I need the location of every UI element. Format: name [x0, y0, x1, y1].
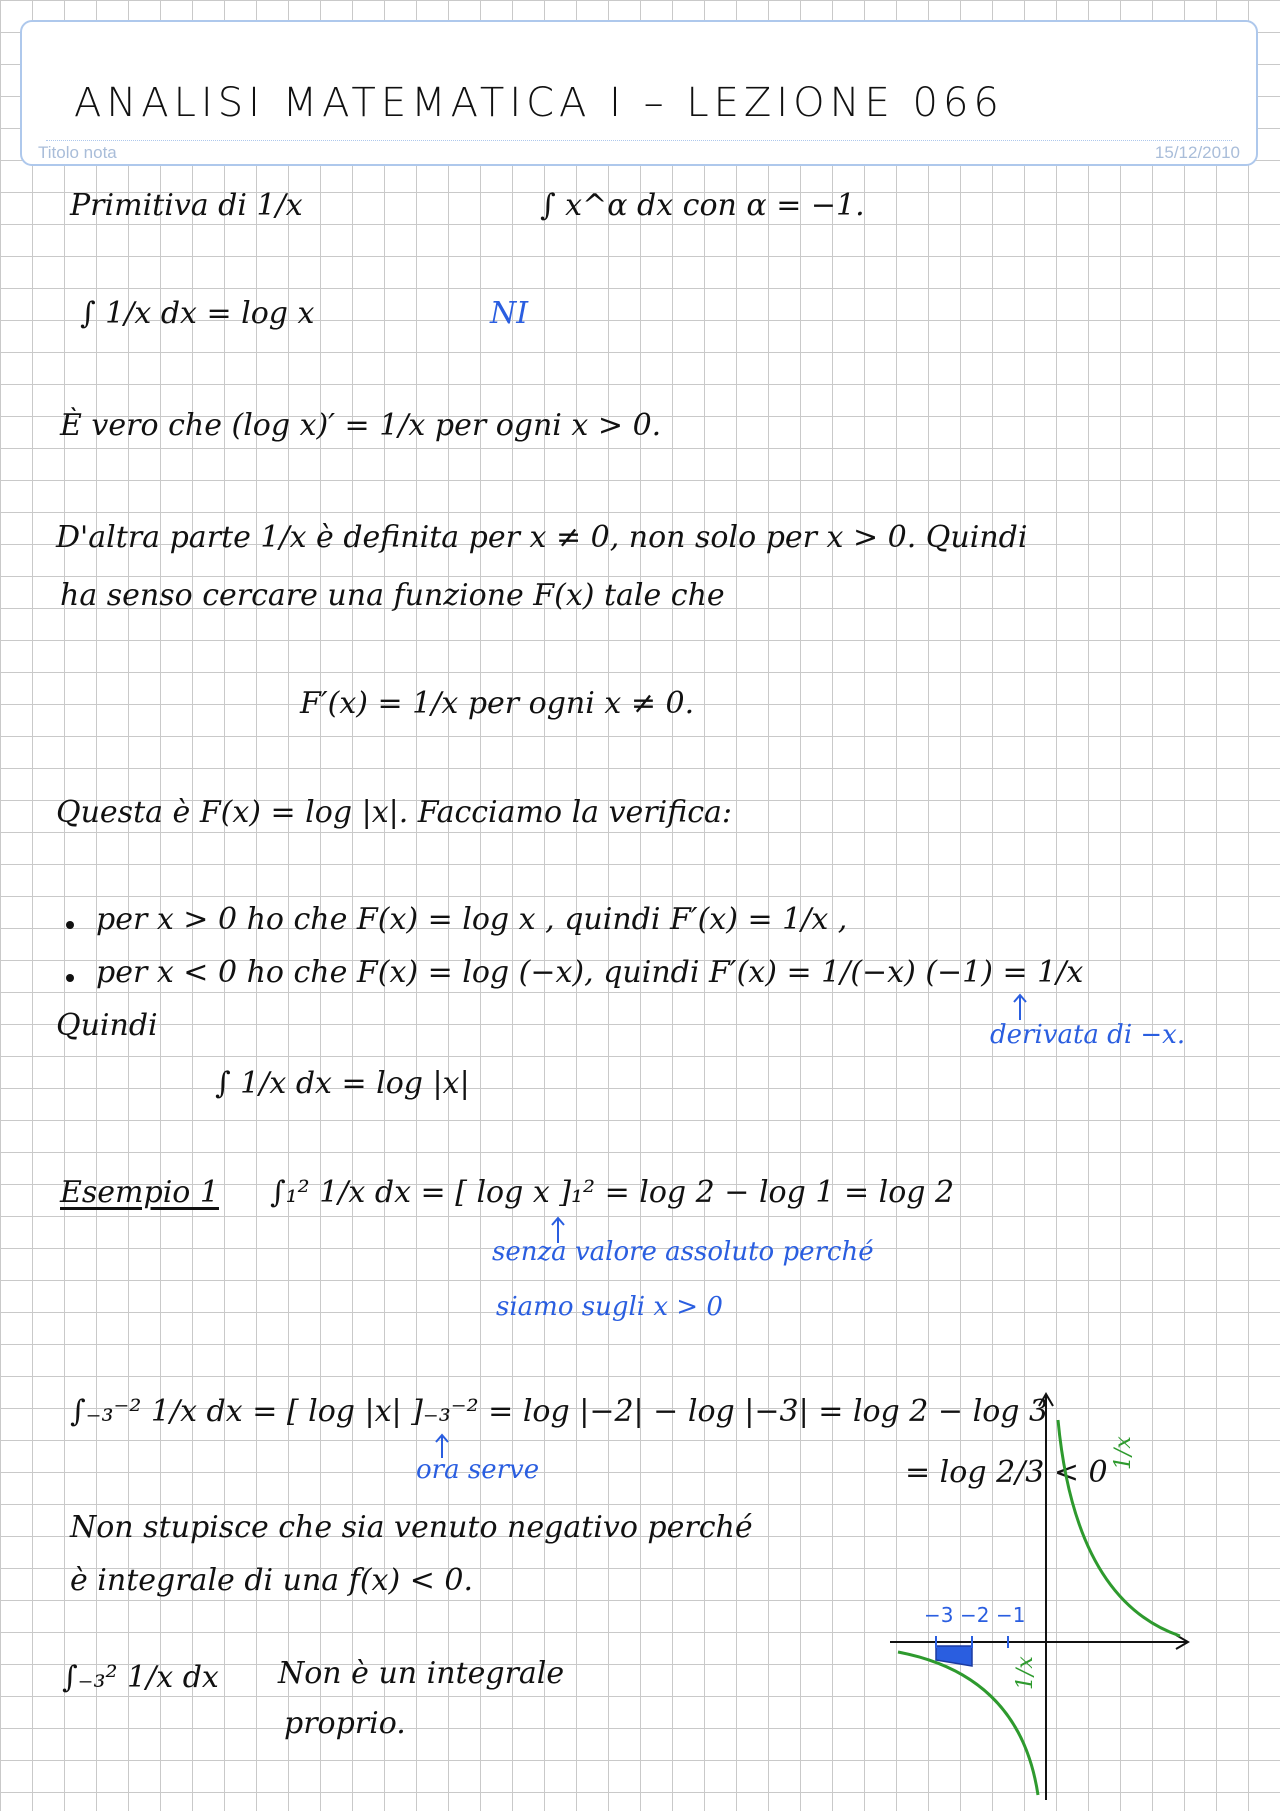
line-primitiva: Primitiva di 1/x	[70, 188, 303, 223]
header-divider	[46, 140, 1232, 141]
note-senza-valore: senza valore assoluto perché	[492, 1237, 874, 1267]
tick-label-minus-3: −3	[924, 1603, 954, 1627]
note-derivata: derivata di −x.	[990, 1020, 1186, 1050]
hyperbola-graph	[890, 1390, 1190, 1810]
example-2-formula: ∫₋₃⁻² 1/x dx = [ log |x| ]₋₃⁻² = log |−2| − log |−3| = log 2 − log 3	[70, 1394, 1049, 1429]
page-title: ANALISI MATEMATICA I – LEZIONE 066	[74, 80, 1004, 126]
line-daltra-parte: D'altra parte 1/x è definita per x ≠ 0, non solo per x > 0. Quindi	[56, 520, 1028, 555]
example-2-result: = log 2/3 < 0	[905, 1455, 1108, 1490]
line-f-prime: F′(x) = 1/x per ogni x ≠ 0.	[300, 686, 695, 721]
line-quindi: Quindi	[56, 1008, 158, 1043]
note-siamo-sugli: siamo sugli x > 0	[496, 1292, 723, 1322]
line-proprio: proprio.	[284, 1706, 406, 1741]
line-ha-senso: ha senso cercare una funzione F(x) tale che	[60, 578, 725, 613]
line-questa: Questa è F(x) = log |x|. Facciamo la verifica:	[56, 795, 733, 830]
line-integrale-negativo: è integrale di una f(x) < 0.	[70, 1563, 473, 1598]
tick-label-minus-1: −1	[996, 1603, 1026, 1627]
note-ora-serve: ora serve	[416, 1455, 540, 1485]
note-title-label: Titolo nota	[38, 143, 117, 162]
curve-label-positive: 1/x	[1111, 1436, 1136, 1470]
line-integral-abs: ∫ 1/x dx = log |x|	[215, 1066, 470, 1101]
header-box	[20, 20, 1258, 166]
arrow-up-icon	[1010, 992, 1030, 1022]
line-non-stupisce: Non stupisce che sia venuto negativo perché	[70, 1510, 753, 1545]
line-improper-integral: ∫₋₃² 1/x dx	[62, 1660, 219, 1695]
bullet-x-positive: per x > 0 ho che F(x) = log x , quindi F′(x) = 1/x ,	[96, 902, 848, 937]
example-1-formula: ∫₁² 1/x dx = [ log x ]₁² = log 2 − log 1 = log 2	[270, 1175, 955, 1210]
bullet-x-negative: per x < 0 ho che F(x) = log (−x), quindi F′(x) = 1/(−x) (−1) = 1/x	[96, 955, 1084, 990]
note-ni: NI	[490, 296, 529, 331]
bullet-dot	[66, 921, 74, 929]
curve-label-negative: 1/x	[1013, 1656, 1038, 1690]
bullet-dot	[66, 974, 74, 982]
example-1-label: Esempio 1	[60, 1175, 219, 1210]
line-integral-alpha: ∫ x^α dx con α = −1.	[540, 188, 865, 223]
line-integral-log: ∫ 1/x dx = log x	[80, 296, 315, 331]
line-derivative-log: È vero che (log x)′ = 1/x per ogni x > 0.	[60, 408, 662, 443]
tick-label-minus-2: −2	[960, 1603, 990, 1627]
line-non-e-integrale: Non è un integrale	[278, 1656, 565, 1691]
note-date: 15/12/2010	[1154, 143, 1240, 162]
